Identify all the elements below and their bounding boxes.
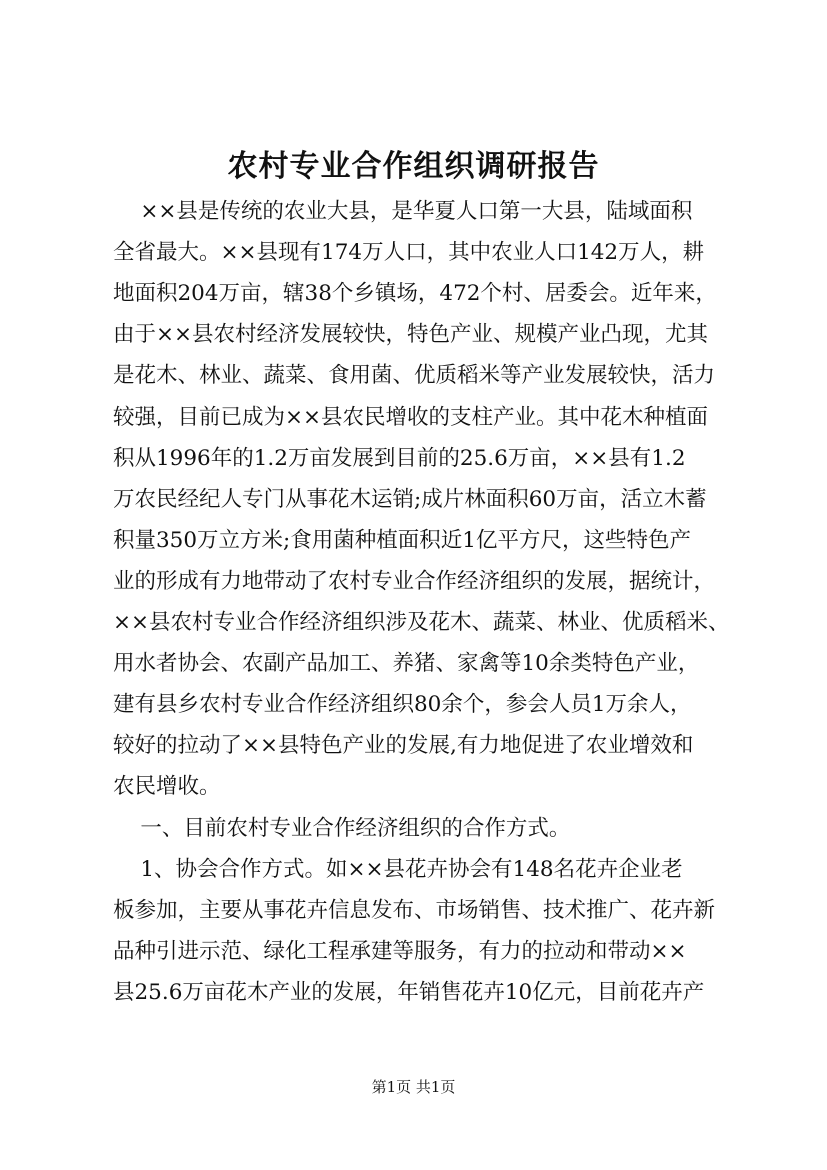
text-line: 全省最大。××县现有174万人口，其中农业人口142万人，耕: [113, 240, 705, 266]
text-line: 建有县乡农村专业合作经济组织80余个，参会人员1万余人，: [113, 692, 692, 718]
text-line: ××县是传统的农业大县，是华夏人口第一大县，陆域面积: [113, 199, 693, 224]
page-title: 农村专业合作组织调研报告: [227, 149, 600, 184]
text-line: 1、协会合作方式。如××县花卉协会有148名花卉企业老: [113, 856, 683, 882]
text-line: 一、目前农村专业合作经济组织的合作方式。: [113, 815, 571, 841]
text-line: 较强，目前已成为××县农民增收的支柱产业。其中花木种植面: [113, 404, 709, 430]
text-line: 县25.6万亩花木产业的发展，年销售花卉10亿元，目前花卉产: [113, 979, 705, 1005]
text-line: 积量350万立方米;食用菌种植面积近1亿平方尺，这些特色产: [113, 527, 691, 553]
text-line: 地面积204万亩，辖38个乡镇场，472个村、居委会。近年来，: [113, 281, 717, 307]
text-line: 较好的拉动了××县特色产业的发展,有力地促进了农业增效和: [113, 733, 694, 759]
text-line: 由于××县农村经济发展较快，特色产业、规模产业凸现，尤其: [113, 322, 709, 348]
text-line: ××县农村专业合作经济组织涉及花木、蔬菜、林业、优质稻米、: [113, 610, 730, 635]
text-line: 板参加，主要从事花卉信息发布、市场销售、技术推广、花卉新: [113, 897, 716, 923]
text-line: 用水者协会、农副产品加工、养猪、家禽等10余类特色产业，: [113, 651, 700, 677]
page-footer: 第1页 共1页: [371, 1078, 456, 1096]
text-line: 农民增收。: [113, 774, 221, 800]
text-line: 业的形成有力地带动了农村专业合作经济组织的发展，据统计，: [113, 568, 716, 594]
text-line: 是花木、林业、蔬菜、食用菌、优质稻米等产业发展较快，活力: [113, 363, 716, 389]
text-line: 积从1996年的1.2万亩发展到目前的25.6万亩，××县有1.2: [113, 445, 686, 471]
text-line: 品种引进示范、绿化工程承建等服务，有力的拉动和带动××: [113, 938, 687, 964]
text-line: 万农民经纪人专门从事花木运销;成片林面积60万亩，活立木蓄: [113, 486, 707, 512]
